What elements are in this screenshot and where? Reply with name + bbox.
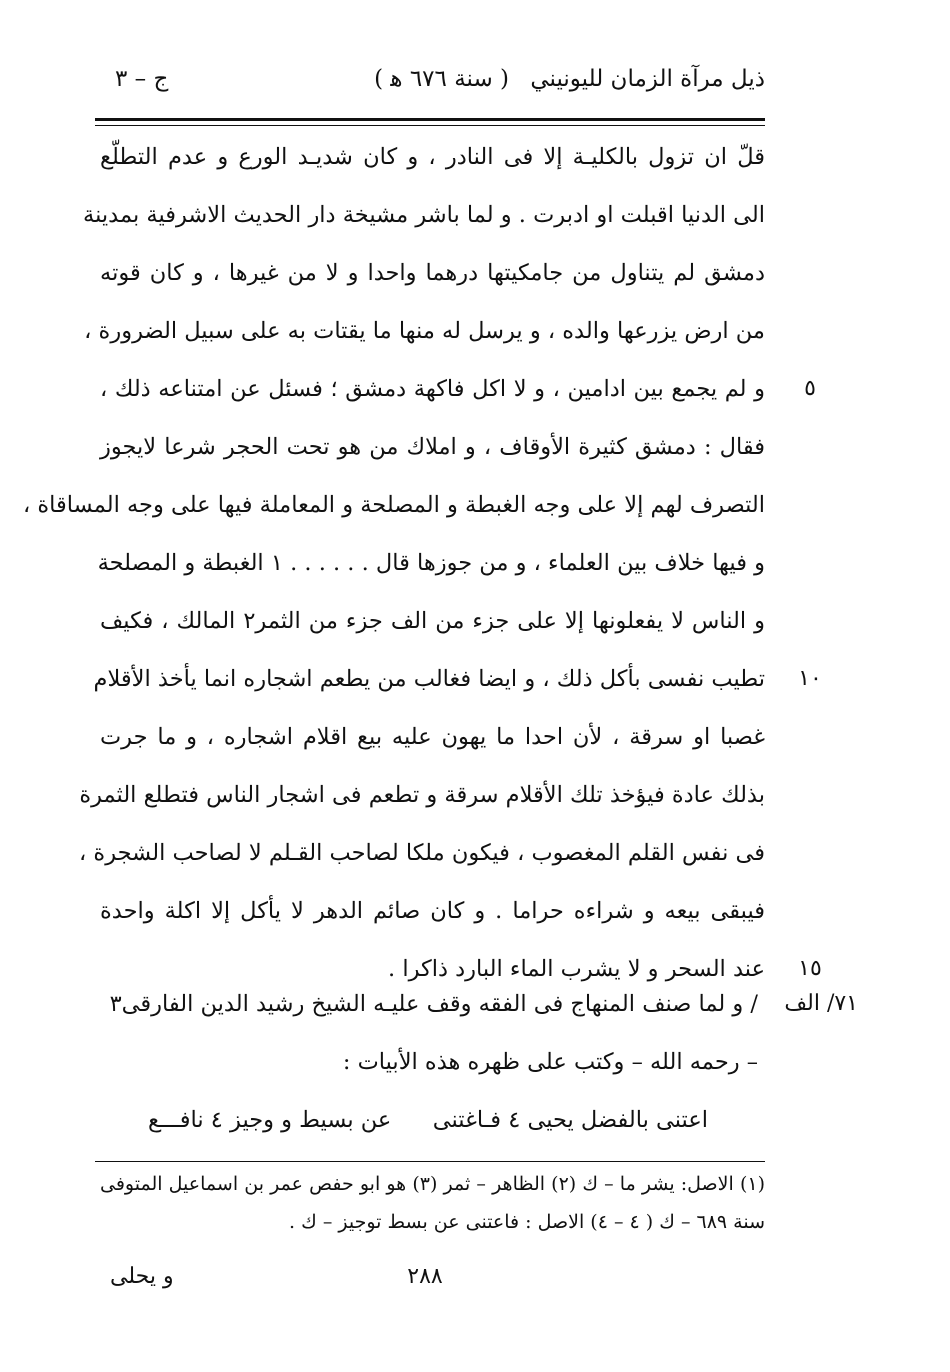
body-line: غصبا او سرقة ، لأن احدا ما يهون عليه بيع اقلام اشجاره ، و ما جرت (100, 724, 765, 750)
folio-reference: ٧١/ الف (784, 991, 858, 1016)
body-line: فيبقى بيعه و شراءه حراما . و كان صائم الدهر لا يأكل إلا اكلة واحدة (100, 898, 765, 924)
header-rule-thick (95, 118, 765, 121)
footnote-rule (95, 1161, 765, 1162)
header-rule-thin (95, 125, 765, 126)
header-book-title: ذيل مرآة الزمان لليونيني (530, 66, 765, 92)
body-line: فى نفس القلم المغصوب ، فيكون ملكا لصاحب القـلم لا لصاحب الشجرة ، (79, 840, 765, 866)
footnote-line: (١) الاصل: يشر ما – ك (٢) الظاهر – ثمر (٣) هو ابو حفص عمر بن اسماعيل المتوفى (100, 1173, 765, 1195)
body-line: الى الدنيا اقبلت او ادبرت . و لما باشر مشيخة دار الحديث الاشرفية بمدينة (83, 202, 765, 228)
verse-second-hemistich: عن بسيط و وجيز ٤ نافـــع (148, 1107, 392, 1133)
body-line: دمشق لم يتناول من جامكيتها درهما واحدا و لا من غيرها ، و كان قوته (100, 260, 765, 286)
body-line: عند السحر و لا يشرب الماء البارد ذاكرا . (388, 956, 765, 982)
verse-first-hemistich: اعتنى بالفضل يحيى ٤ فـاغتنى (432, 1107, 708, 1133)
body-line: تطيب نفسى بأكل ذلك ، و ايضا فغالب من يطعم اشجاره انما يأخذ الأقلام (93, 666, 765, 692)
running-header (95, 66, 765, 106)
header-volume: ج – ٣ (115, 66, 169, 92)
body-line: / و لما صنف المنهاج فى الفقه وقف عليـه الشيخ رشيد الدين الفارقى٣ (109, 991, 758, 1017)
body-line: و لم يجمع بين ادامين ، و لا اكل فاكهة دمشق ؛ فسئل عن امتناعه ذلك ، (100, 376, 765, 402)
line-number-5: ٥ (804, 376, 816, 401)
body-line: قلّ ان تزول بالكليـة إلا فى النادر ، و كان شديـد الورع و عدم التطلّع (100, 144, 765, 170)
line-number-10: ١٠ (798, 666, 822, 691)
page-number: ٢٨٨ (407, 1264, 443, 1289)
body-line: فقال : دمشق كثيرة الأوقاف ، و املاك من هو تحت الحجر شرعا لايجوز (100, 434, 765, 460)
body-line: – رحمه الله – وكتب على ظهره هذه الأبيات : (342, 1049, 758, 1075)
catchword: و يحلى (110, 1264, 174, 1289)
body-line: بذلك عادة فيؤخذ تلك الأقلام سرقة و تطعم فى اشجار الناس فتطلع الثمرة (79, 782, 765, 808)
line-number-15: ١٥ (798, 956, 822, 981)
header-year: ( سنة ٦٧٦ ﻫ ) (374, 66, 510, 92)
body-line: التصرف لهم إلا على وجه الغبطة و المصلحة و المعاملة فيها على وجه المساقاة ، (22, 492, 765, 518)
body-line: من ارض يزرعها والده ، و يرسل له منها ما يقتات به على سبيل الضرورة ، (84, 318, 765, 344)
footnote-line: سنة ٦٨٩ – ك ( ٤ – ٤) الاصل : فاعتنى عن بسط توجيز – ك . (289, 1211, 765, 1233)
verse-line (148, 1098, 708, 1142)
body-line: و فيها خلاف بين العلماء ، و من جوزها قال . . . . . . ١ الغبطة و المصلحة (97, 550, 765, 576)
body-line: و الناس لا يفعلونها إلا على جزء من الف جزء من الثمر٢ المالك ، فكيف (100, 608, 765, 634)
header-title-group (374, 66, 765, 92)
